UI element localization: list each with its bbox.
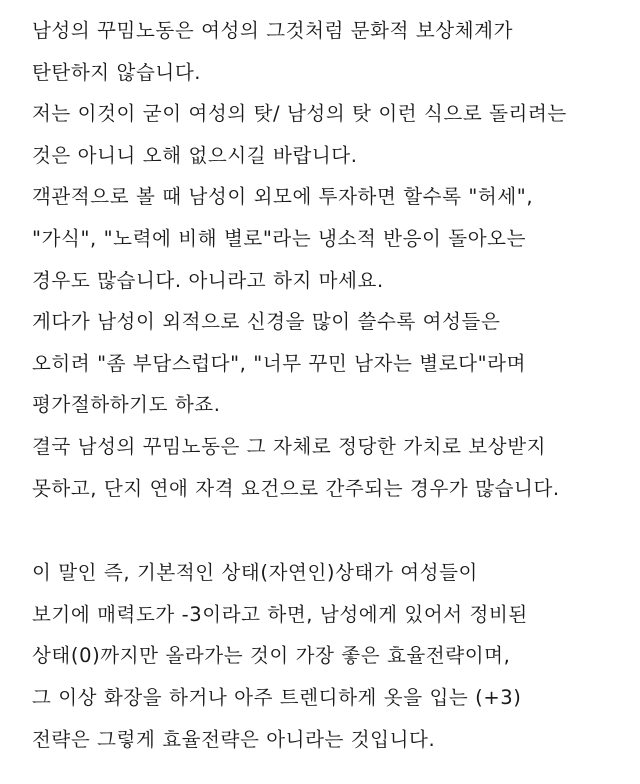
text-line-3: 저는 이것이 굳이 여성의 탓/ 남성의 탓 이런 식으로 돌리려는	[32, 102, 567, 126]
text-line-6: "가식", "노력에 비해 별로"라는 냉소적 반응이 돌아오는	[32, 226, 527, 250]
text-line-14: 보기에 매력도가 -3이라고 하면, 남성에게 있어서 정비된	[32, 602, 528, 626]
text-line-12: 못하고, 단지 연애 자격 요건으로 간주되는 경우가 많습니다.	[32, 476, 560, 500]
text-line-16: 그 이상 화장을 하거나 아주 트렌디하게 옷을 입는 (+3)	[32, 685, 522, 709]
text-line-8: 게다가 남성이 외적으로 신경을 많이 쓸수록 여성들은	[32, 310, 501, 334]
text-line-11: 결국 남성의 꾸밈노동은 그 자체로 정당한 가치로 보상받지	[32, 434, 547, 458]
text-line-4: 것은 아니니 오해 없으시길 바랍니다.	[32, 143, 358, 167]
text-line-15: 상태(0)까지만 올라가는 것이 가장 좋은 효율전략이며,	[32, 644, 511, 668]
paragraph-break	[32, 514, 640, 557]
text-line-10: 평가절하하기도 하죠.	[32, 393, 221, 417]
text-line-1: 남성의 꾸밈노동은 여성의 그것처럼 문화적 보상체계가	[32, 19, 514, 42]
text-line-2: 탄탄하지 않습니다.	[32, 60, 202, 84]
text-line-17: 전략은 그렇게 효율전략은 아니라는 것입니다.	[32, 727, 436, 751]
text-line-13: 이 말인 즉, 기본적인 상태(자연인)상태가 여성들이	[32, 561, 478, 585]
text-line-7: 경우도 많습니다. 아니라고 하지 마세요.	[32, 268, 384, 292]
text-line-5: 객관적으로 볼 때 남성이 외모에 투자하면 할수록 "허세",	[32, 185, 534, 209]
text-line-9: 오히려 "좀 부담스럽다", "너무 꾸민 남자는 별로다"라며	[32, 351, 527, 375]
